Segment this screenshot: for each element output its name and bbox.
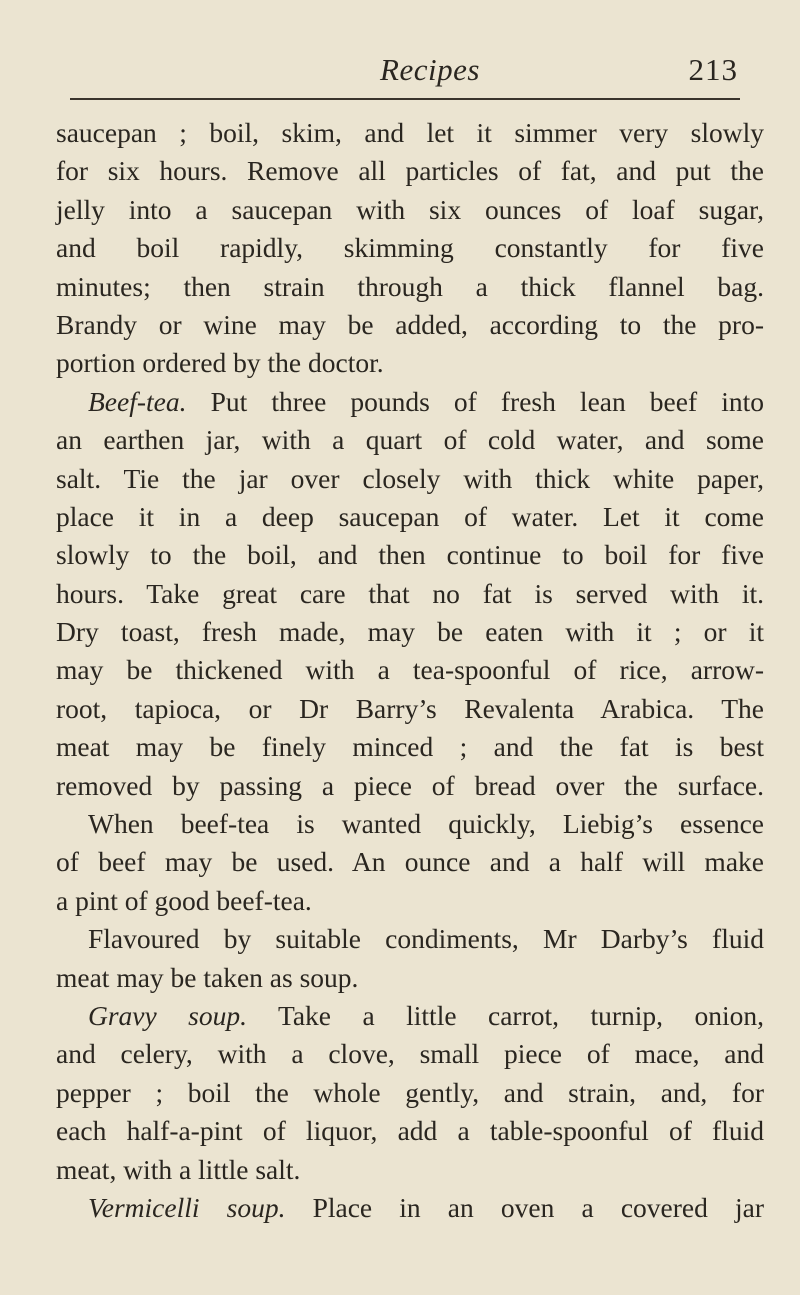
text-line: saucepan ; boil, skim, and let it simmer very slowly bbox=[56, 117, 764, 148]
text-line: root, tapioca, or Dr Barry’s Revalenta Arabica. The bbox=[56, 692, 764, 724]
text-line: and boil rapidly, skimming constantly for five bbox=[56, 232, 764, 264]
recipe-heading-line: Vermicelli soup. Place in an oven a covered jar bbox=[88, 1191, 764, 1223]
recipe-title: Gravy soup. bbox=[88, 999, 248, 1031]
body-text bbox=[56, 114, 764, 1227]
text-line: place it in a deep saucepan of water. Let it come bbox=[56, 500, 764, 532]
text-line: meat, with a little salt. bbox=[56, 1153, 301, 1185]
text-line: pepper ; boil the whole gently, and strain, and, for bbox=[56, 1076, 764, 1108]
text-line: Dry toast, fresh made, may be eaten with it ; or it bbox=[56, 616, 764, 648]
text-line: Flavoured by suitable condiments, Mr Darby’s fluid bbox=[88, 923, 764, 955]
text-line: meat may be taken as soup. bbox=[56, 961, 359, 993]
text-line: for six hours. Remove all particles of fat, and put the bbox=[56, 155, 764, 187]
recipe-heading-line: Beef-tea. Put three pounds of fresh lean beef into bbox=[88, 385, 764, 417]
text-line: a pint of good beef-tea. bbox=[56, 884, 312, 916]
text-line: of beef may be used. An ounce and a half will make bbox=[56, 846, 764, 878]
text-line: meat may be finely minced ; and the fat is best bbox=[56, 731, 764, 763]
recipe-title: Beef-tea. bbox=[88, 385, 187, 417]
text-line: portion ordered by the doctor. bbox=[56, 347, 384, 379]
page-header bbox=[70, 46, 740, 100]
text-line: an earthen jar, with a quart of cold water, and some bbox=[56, 424, 764, 456]
text-line: hours. Take great care that no fat is served with it. bbox=[56, 577, 764, 609]
text-line: slowly to the boil, and then continue to boil for five bbox=[56, 539, 764, 571]
text-line: removed by passing a piece of bread over the surface. bbox=[56, 769, 764, 801]
text-line: each half-a-pint of liquor, add a table-spoonful of fluid bbox=[56, 1115, 764, 1147]
recipe-title: Vermicelli soup. bbox=[88, 1191, 286, 1223]
running-title: Recipes bbox=[380, 52, 480, 87]
text-line: minutes; then strain through a thick flannel bag. bbox=[56, 270, 764, 302]
text-line: Brandy or wine may be added, according to the pro- bbox=[56, 308, 764, 340]
recipe-heading-line: Gravy soup. Take a little carrot, turnip, onion, bbox=[88, 999, 764, 1031]
text-line: When beef-tea is wanted quickly, Liebig’s essence bbox=[88, 808, 764, 840]
text-line: and celery, with a clove, small piece of mace, and bbox=[56, 1038, 764, 1070]
text-line: salt. Tie the jar over closely with thick white paper, bbox=[56, 462, 764, 494]
text-line: jelly into a saucepan with six ounces of loaf sugar, bbox=[56, 193, 764, 225]
page-number: 213 bbox=[688, 52, 738, 87]
text-line: may be thickened with a tea-spoonful of rice, arrow- bbox=[56, 654, 764, 686]
